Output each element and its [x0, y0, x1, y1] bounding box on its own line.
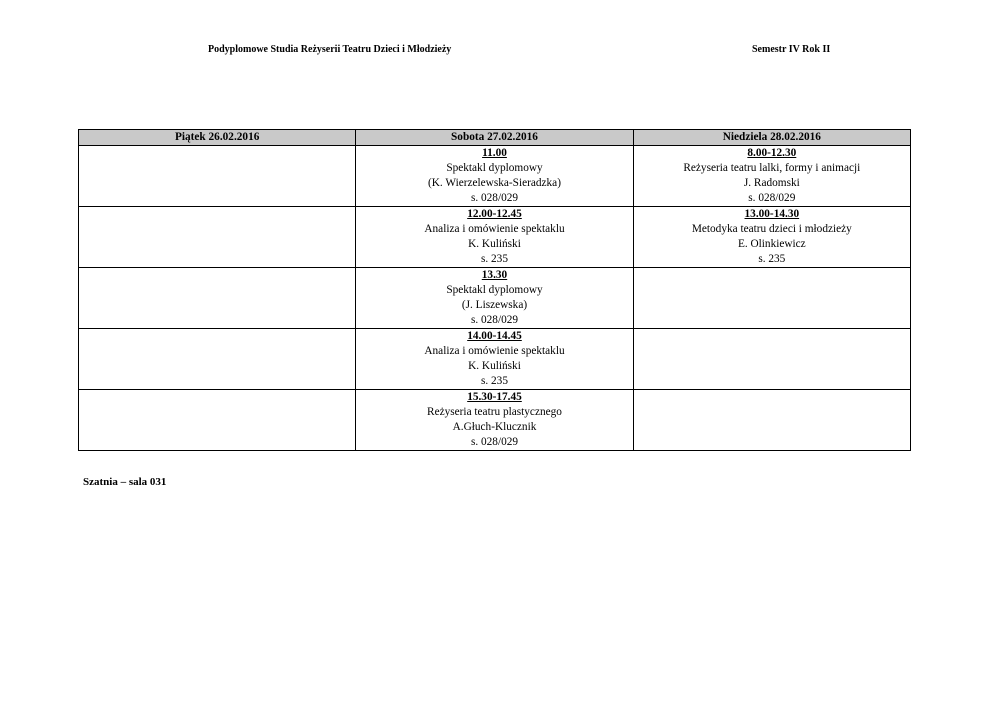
column-header-friday: Piątek 26.02.2016 [79, 130, 356, 146]
event-detail: E. Olinkiewicz [737, 238, 806, 250]
event-time: 12.00-12.45 [467, 208, 522, 220]
event-detail: A.Głuch-Klucznik [452, 421, 537, 433]
event-time: 8.00-12.30 [747, 147, 797, 159]
schedule-cell-saturday [356, 329, 633, 390]
event-detail: J. Radomski [743, 177, 800, 189]
event-room: s. 235 [480, 375, 508, 387]
schedule-cell-sunday [633, 390, 910, 451]
schedule-cell-sunday [633, 146, 910, 207]
schedule-cell-friday [79, 268, 356, 329]
cloakroom-note: Szatnia – sala 031 [83, 476, 167, 488]
event-title: Analiza i omówienie spektaklu [424, 223, 565, 235]
event-room: s. 028/029 [748, 192, 796, 204]
event-title: Reżyseria teatru lalki, formy i animacji [683, 162, 861, 174]
column-header-sunday: Niedziela 28.02.2016 [633, 130, 910, 146]
event-detail: K. Kuliński [468, 238, 521, 250]
schedule-cell-saturday [356, 268, 633, 329]
event-room: s. 028/029 [470, 436, 519, 448]
program-title: Podyplomowe Studia Reżyserii Teatru Dzieci i Młodzieży [208, 44, 452, 55]
schedule-row [79, 329, 911, 390]
schedule-cell-saturday [356, 207, 633, 268]
schedule-header-row [79, 130, 911, 146]
column-header-saturday: Sobota 27.02.2016 [356, 130, 633, 146]
schedule-row [79, 390, 911, 451]
event-room: s. 028/029 [470, 192, 519, 204]
schedule-cell-saturday [356, 146, 633, 207]
schedule-cell-friday [79, 146, 356, 207]
event-time: 11.00 [482, 147, 507, 159]
schedule-table [78, 129, 911, 451]
schedule-cell-sunday [633, 207, 910, 268]
event-room: s. 235 [758, 253, 786, 265]
event-detail: K. Kuliński [468, 360, 521, 372]
schedule-cell-saturday [356, 390, 633, 451]
schedule-row [79, 268, 911, 329]
schedule-cell-friday [79, 207, 356, 268]
event-room: s. 028/029 [470, 314, 519, 326]
event-title: Reżyseria teatru plastycznego [427, 406, 562, 418]
event-detail: (J. Liszewska) [461, 299, 528, 311]
event-time: 13.00-14.30 [744, 208, 800, 220]
schedule-cell-sunday [633, 268, 910, 329]
event-title: Analiza i omówienie spektaklu [424, 345, 565, 357]
event-title: Spektakl dyplomowy [446, 162, 543, 174]
event-title: Spektakl dyplomowy [446, 284, 543, 296]
event-time: 14.00-14.45 [467, 330, 522, 342]
semester-label: Semestr IV Rok II [752, 44, 831, 55]
schedule-row [79, 146, 911, 207]
schedule-cell-sunday [633, 329, 910, 390]
event-title: Metodyka teatru dzieci i młodzieży [691, 223, 852, 235]
event-time: 15.30-17.45 [467, 391, 522, 403]
event-time: 13.30 [481, 269, 508, 281]
schedule-row [79, 207, 911, 268]
schedule-body [79, 146, 911, 451]
schedule-cell-friday [79, 329, 356, 390]
event-detail: (K. Wierzelewska-Sieradzka) [428, 177, 561, 189]
schedule-cell-friday [79, 390, 356, 451]
event-room: s. 235 [480, 253, 508, 265]
